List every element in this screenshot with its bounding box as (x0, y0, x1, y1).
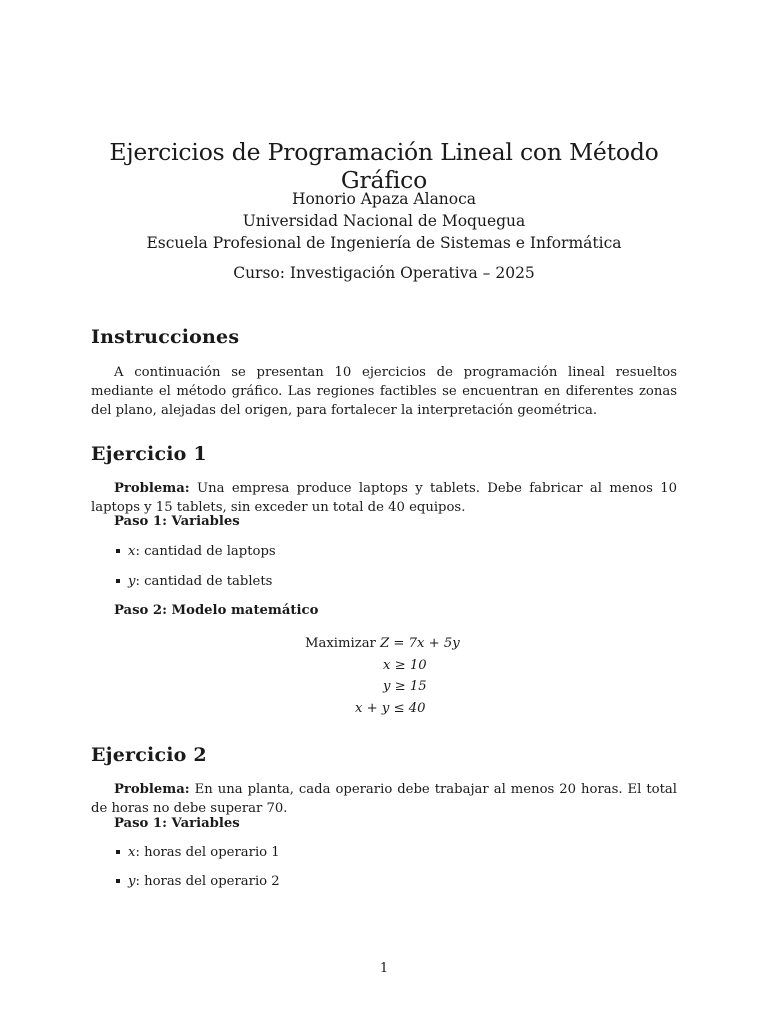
constraint-3: x + y ≤ 40 (355, 701, 426, 716)
bullet-square-icon (116, 579, 120, 583)
problem-text: Una empresa produce laptops y tablets. Debe fabricar al menos 10 laptops y 15 tablets, sin exceder un total de 40 equipos. (91, 481, 677, 515)
exercise1-bullet-x (116, 544, 276, 559)
bullet-square-icon (116, 850, 120, 854)
bullet-square-icon (116, 879, 120, 883)
var-description: : horas del operario 1 (135, 845, 280, 860)
exercise1-bullet-y (116, 574, 272, 589)
author-block (91, 188, 677, 254)
author-name: Honorio Apaza Alanoca (291, 190, 477, 208)
exercise1-problem (91, 479, 677, 517)
var-symbol: x (128, 845, 136, 860)
exercise2-problem (91, 780, 677, 818)
instructions-paragraph: A continuación se presentan 10 ejercicios de programación lineal resueltos mediante el método gráfico. Las regiones factibles se encuentran en diferentes zonas del plano, alejadas del origen, para fortalecer la interpretación geométrica. (91, 365, 677, 418)
problem-text: En una planta, cada operario debe trabajar al menos 20 horas. El total de horas no debe superar 70. (91, 782, 677, 816)
author-school: Escuela Profesional de Ingeniería de Sistemas e Informática (146, 234, 622, 252)
course-line: Curso: Investigación Operativa – 2025 (233, 264, 535, 282)
exercise2-bullet-x (116, 845, 280, 860)
constraint-2: y ≥ 15 (383, 679, 427, 694)
var-description: : cantidad de tablets (135, 574, 273, 589)
section-heading-ejercicio-1: Ejercicio 1 (91, 443, 207, 465)
exercise2-bullet-y (116, 874, 280, 889)
objective-expression: Z = 7x + 5y (380, 636, 460, 651)
var-symbol: y (128, 874, 136, 889)
var-description: : horas del operario 2 (135, 874, 280, 889)
document-title: Ejercicios de Programación Lineal con Método Gráfico (109, 138, 659, 194)
var-symbol: y (128, 574, 136, 589)
var-symbol: x (128, 544, 136, 559)
page-number: 1 (379, 961, 389, 976)
objective-label: Maximizar (305, 636, 376, 651)
var-description: : cantidad de laptops (135, 544, 276, 559)
problem-label: Problema: (114, 481, 190, 496)
author-university: Universidad Nacional de Moquegua (242, 212, 526, 230)
objective-function (305, 636, 460, 651)
constraint-1: x ≥ 10 (383, 658, 427, 673)
exercise2-step1-heading: Paso 1: Variables (114, 816, 240, 831)
section-heading-instrucciones: Instrucciones (91, 326, 240, 348)
bullet-square-icon (116, 549, 120, 553)
section-heading-ejercicio-2: Ejercicio 2 (91, 744, 207, 766)
exercise1-step1-heading: Paso 1: Variables (114, 514, 240, 529)
exercise1-step2-heading: Paso 2: Modelo matemático (114, 603, 319, 618)
problem-label: Problema: (114, 782, 190, 797)
